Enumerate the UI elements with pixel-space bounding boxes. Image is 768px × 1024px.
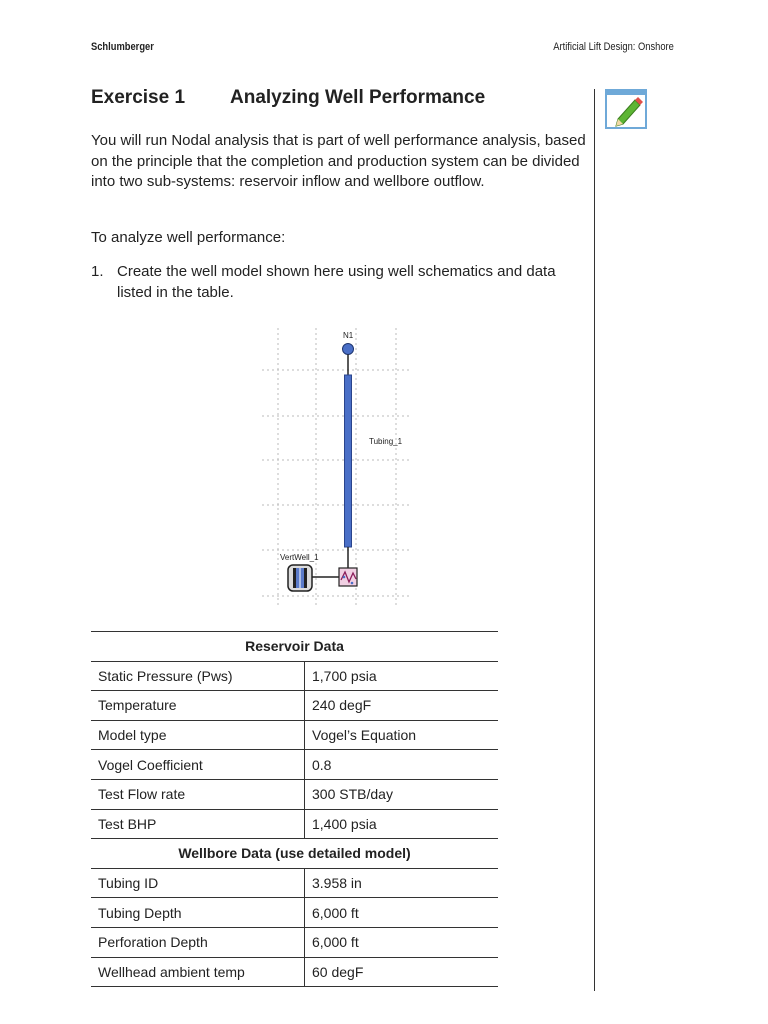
table-cell-label: Tubing Depth <box>91 898 305 928</box>
table-cell-value: 0.8 <box>305 750 499 780</box>
table-cell-value: 1,700 psia <box>305 661 499 691</box>
table-row <box>91 720 498 750</box>
step-number: 1. <box>91 263 104 280</box>
table-cell-value: Vogel’s Equation <box>305 720 499 750</box>
table-row <box>91 750 498 780</box>
node-n1[interactable] <box>343 344 354 355</box>
table-cell-label: Tubing ID <box>91 868 305 898</box>
table-cell-value: 6,000 ft <box>305 927 499 957</box>
table-cell-label: Test Flow rate <box>91 779 305 809</box>
pencil-note-icon <box>605 89 647 129</box>
table-cell-label: Test BHP <box>91 809 305 839</box>
table-row <box>91 868 498 898</box>
table-cell-label: Vogel Coefficient <box>91 750 305 780</box>
table-cell-label: Model type <box>91 720 305 750</box>
table-row <box>91 661 498 691</box>
table-cell-value: 240 degF <box>305 691 499 721</box>
table-cell-value: 300 STB/day <box>305 779 499 809</box>
table-section-header <box>91 632 498 662</box>
lead-paragraph: To analyze well performance: <box>91 229 286 246</box>
table-cell-label: Static Pressure (Pws) <box>91 661 305 691</box>
grid-lines <box>262 328 410 606</box>
tubing-label: Tubing_1 <box>369 437 403 446</box>
table-row <box>91 691 498 721</box>
wellbore-data-heading: Wellbore Data (use detailed model) <box>91 839 498 869</box>
vertical-well-icon[interactable] <box>288 565 312 591</box>
table-row <box>91 809 498 839</box>
table-row <box>91 927 498 957</box>
table-cell-value: 60 degF <box>305 957 499 987</box>
header-course-title: Artificial Lift Design: Onshore <box>553 41 674 53</box>
well-data-table <box>91 631 498 987</box>
table-row <box>91 779 498 809</box>
table-cell-value: 1,400 psia <box>305 809 499 839</box>
well-label: VertWell_1 <box>280 553 319 562</box>
reservoir-data-heading: Reservoir Data <box>91 632 498 662</box>
table-row <box>91 957 498 987</box>
header-company: Schlumberger <box>91 41 154 53</box>
exercise-number: Exercise 1 <box>91 87 186 108</box>
table-cell-value: 6,000 ft <box>305 898 499 928</box>
table-cell-label: Perforation Depth <box>91 927 305 957</box>
table-cell-value: 3.958 in <box>305 868 499 898</box>
table-row <box>91 898 498 928</box>
well-model-diagram <box>258 328 414 608</box>
margin-divider <box>594 89 595 991</box>
table-section-header <box>91 839 498 869</box>
table-cell-label: Wellhead ambient temp <box>91 957 305 987</box>
exercise-title <box>91 87 486 109</box>
completion-icon[interactable] <box>339 568 357 586</box>
table-cell-label: Temperature <box>91 691 305 721</box>
node-label: N1 <box>343 331 354 340</box>
intro-paragraph: You will run Nodal analysis that is part of well performance analysis, based on the principle that the completion and production system can be divided into two sub-systems: reservoir inflow and wellbore outflow. <box>91 132 586 191</box>
tubing-segment[interactable] <box>345 375 352 547</box>
exercise-name: Analyzing Well Performance <box>230 87 486 108</box>
step-text: Create the well model shown here using well schematics and data listed in the table. <box>117 263 556 301</box>
